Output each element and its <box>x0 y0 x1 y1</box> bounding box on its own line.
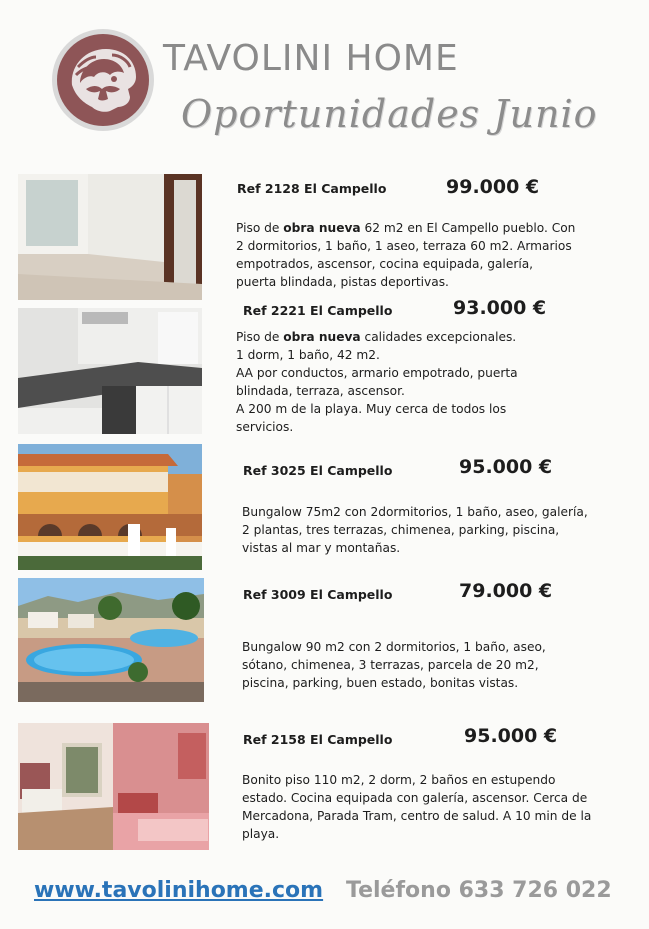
listing-price: 95.000 € <box>459 456 553 478</box>
listing-description: Piso de obra nueva 62 m2 en El Campello pueblo. Con 2 dormitorios, 1 baño, 1 aseo, terraza 60 m2. Armarios empotrados, ascensor, cocina equipada, galería, puerta blindada, pistas deportivas. <box>236 221 576 289</box>
lion-logo-icon <box>50 27 156 133</box>
listing-description: Bungalow 90 m2 con 2 dormitorios, 1 baño, aseo, sótano, chimenea, 3 terrazas, parcela de 20 m2, piscina, parking, buen estado, bonitas vistas. <box>242 640 546 690</box>
listing-price: 79.000 € <box>459 580 553 602</box>
listing-description: Piso de obra nueva calidades excepcionales. 1 dorm, 1 baño, 42 m2. AA por conductos, armario empotrado, puerta blindada, terraza, ascensor. A 200 m de la playa. Muy cerca de todos los servicios. <box>236 330 518 434</box>
listing-photo-living-room <box>18 723 209 850</box>
listing-price: 93.000 € <box>453 297 547 319</box>
listing-description: Bungalow 75m2 con 2dormitorios, 1 baño, aseo, galería, 2 plantas, tres terrazas, chimenea, parking, piscina, vistas al mar y montañas. <box>242 505 588 555</box>
listing-price: 99.000 € <box>446 176 540 198</box>
listing-photo-empty-room <box>18 174 202 300</box>
listing-price: 95.000 € <box>464 725 558 747</box>
website-link[interactable]: www.tavolinihome.com <box>34 878 324 903</box>
listing-photo-kitchen <box>18 308 202 434</box>
listing-ref: Ref 3009 El Campello <box>243 587 393 602</box>
listing-ref: Ref 3025 El Campello <box>243 463 393 478</box>
phone-number: Teléfono 633 726 022 <box>346 878 612 903</box>
listing-description: Bonito piso 110 m2, 2 dorm, 2 baños en estupendo estado. Cocina equipada con galería, ascensor. Cerca de Mercadona, Parada Tram, centro de salud. A 10 min de la playa. <box>242 773 592 841</box>
listing-ref: Ref 2158 El Campello <box>243 732 393 747</box>
listing-photo-bungalow <box>18 444 202 570</box>
listing-ref: Ref 2128 El Campello <box>237 181 387 196</box>
listing-ref: Ref 2221 El Campello <box>243 303 393 318</box>
listing-photo-pool <box>18 578 204 702</box>
brand-name: TAVOLINI HOME <box>163 38 459 79</box>
page-headline: Oportunidades Junio <box>181 92 598 136</box>
